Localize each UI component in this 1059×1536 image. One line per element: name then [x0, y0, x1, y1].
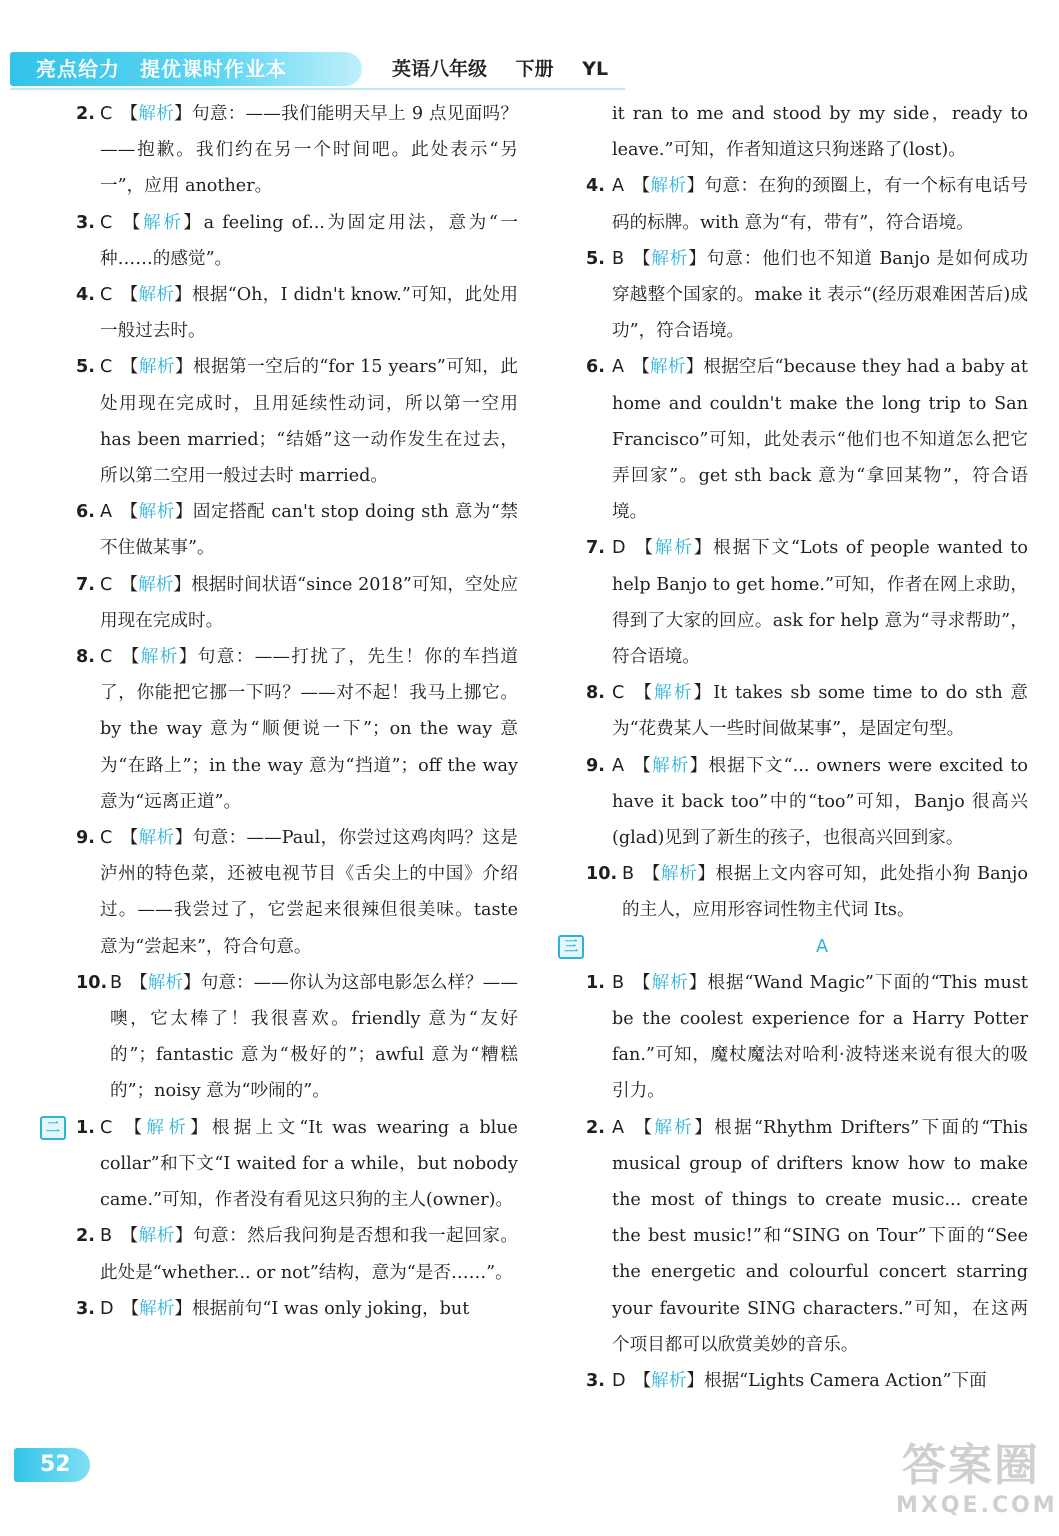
right-column	[564, 96, 1028, 1399]
item-answer: C	[100, 212, 113, 233]
item-number: 8.	[76, 647, 95, 668]
continued-text	[586, 96, 1028, 168]
item-answer: B	[612, 972, 625, 993]
analysis-tag: 解析	[654, 683, 694, 704]
item-answer: A	[612, 357, 625, 378]
analysis-tag: 解析	[651, 248, 689, 269]
section-two-icon: 二	[40, 1116, 66, 1140]
answer-item: 2. C 【解析】句意：——我们能明天早上 9 点见面吗？——抱歉。我们约在另一个时间吧。此处表示“另一”，应用 another。	[20, 96, 518, 205]
item-number: 7.	[76, 574, 95, 595]
answer-item: 2. A 【解析】根据“Rhythm Drifters”下面的“This musical group of drifters know how to make the most of things to create music... create the best music!”和“SING on Tour”下面的“See the energetic and colourful concert starring your favourite SING characters.”可知，在这两个项目都可以欣赏美妙的音乐。	[586, 1110, 1028, 1363]
item-text: 根据上文内容可知，此处指小狗 Banjo 的主人，应用形容词性物主代词 Its。	[622, 864, 1028, 921]
item-number: 4.	[76, 285, 95, 306]
brand-series: 提优课时作业本	[139, 57, 287, 81]
answer-item: 5. B 【解析】句意：他们也不知道 Banjo 是如何成功穿越整个国家的。make it 表示“(经历艰难困苦后)成功”，符合语境。	[586, 241, 1028, 350]
item-answer: A	[612, 176, 625, 197]
section-three-icon: 三	[558, 935, 584, 959]
item-text: 句意：——打扰了，先生！你的车挡道了，你能把它挪一下吗？——对不起！我马上挪它。by the way 意为“顺便说一下”；on the way 意为“在路上”；in the way 意为“挡道”；off the way 意为“远离正道”。	[100, 647, 518, 812]
answer-item: 9. C 【解析】句意：——Paul，你尝过这鸡肉吗？这是泸州的特色菜，还被电视节目《舌尖上的中国》介绍过。——我尝过了，它尝起来很辣但很美味。taste 意为“尝起来”，符合句意。	[20, 820, 518, 965]
item-answer: B	[110, 972, 123, 993]
passage-label: A	[816, 936, 829, 957]
item-answer: B	[622, 864, 635, 885]
section-three-header	[564, 929, 1028, 965]
brand-name: 亮点给力	[36, 57, 120, 81]
item-text: it ran to me and stood by my side，ready to leave.”可知，作者知道这只狗迷路了(lost)。	[612, 104, 1028, 161]
answer-item: 3. D 【解析】根据前句“I was only joking，but	[20, 1291, 518, 1327]
item-number: 8.	[586, 683, 605, 704]
item-answer: A	[612, 1117, 625, 1138]
page-number: 52	[14, 1448, 90, 1482]
item-answer: D	[100, 1298, 114, 1319]
analysis-tag: 解析	[147, 972, 184, 993]
item-answer: C	[100, 828, 113, 849]
item-number: 2.	[586, 1117, 605, 1138]
item-number: 3.	[76, 212, 95, 233]
answer-item: 二 1. C 【解析】根据上文“It was wearing a blue collar”和下文“I waited for a while，but nobody came.”可知，作者没有看见这只狗的主人(owner)。	[20, 1110, 518, 1219]
analysis-tag: 解析	[138, 285, 175, 306]
analysis-tag: 解析	[138, 1226, 175, 1247]
item-number: 7.	[586, 538, 605, 559]
analysis-tag: 解析	[146, 1117, 191, 1138]
item-text: 根据“Wand Magic”下面的“This must be the coolest experience for a Harry Potter fan.”可知，魔杖魔法对哈利·波特迷来说有很大的吸引力。	[612, 972, 1028, 1102]
item-text: 根据“Lights Camera Action”下面	[703, 1371, 987, 1392]
subject-label: 英语八年级	[392, 58, 488, 80]
analysis-tag: 解析	[138, 357, 175, 378]
item-answer: C	[100, 285, 113, 306]
analysis-tag: 解析	[651, 972, 689, 993]
item-answer: D	[612, 1371, 626, 1392]
item-text: 固定搭配 can't stop doing sth 意为“禁不住做某事”。	[100, 502, 518, 559]
item-text: 根据第一空后的“for 15 years”可知，此处用现在完成时，且用延续性动词，所以第一空用 has been married；“结婚”这一动作发生在过去，所以第二空用一般过去时 married。	[100, 357, 518, 487]
answer-item: 8. C 【解析】句意：——打扰了，先生！你的车挡道了，你能把它挪一下吗？——对不起！我马上挪它。by the way 意为“顺便说一下”；on the way 意为“在路上”；in the way 意为“挡道”；off the way 意为“远离正道”。	[20, 639, 518, 820]
item-number: 3.	[586, 1371, 605, 1392]
analysis-tag: 解析	[138, 828, 175, 849]
brand-banner	[10, 52, 362, 86]
item-answer: D	[612, 538, 626, 559]
item-text: It takes sb some time to do sth 意为“花费某人一些时间做某事”，是固定句型。	[612, 683, 1028, 740]
watermark-url: MXQE.COM	[896, 1493, 1058, 1518]
analysis-tag: 解析	[652, 755, 690, 776]
item-number: 5.	[586, 248, 605, 269]
left-column	[20, 96, 518, 1327]
item-text: 根据空后“because they had a baby at home and couldn't make the long trip to San Francisco”可知，此处表示“他们也不知道怎么把它弄回家”。get sth back 意为“拿回某物”，符合语境。	[612, 357, 1028, 523]
item-text: 根据“Rhythm Drifters”下面的“This musical group of drifters know how to make the most of things to create music... create the best music!”和“SING on Tour”下面的“See the energetic and colourful concert starring your favourite SING characters.”可知，在这两个项目都可以欣赏美妙的音乐。	[612, 1117, 1028, 1355]
item-answer: B	[100, 1226, 113, 1247]
item-number: 10.	[586, 864, 618, 885]
analysis-tag: 解析	[138, 574, 174, 595]
item-text: 句意：——Paul，你尝过这鸡肉吗？这是泸州的特色菜，还被电视节目《舌尖上的中国》介绍过。——我尝过了，它尝起来很辣但很美味。taste 意为“尝起来”，符合句意。	[100, 828, 518, 957]
answer-item: 4. A 【解析】句意：在狗的颈圈上，有一个标有电话号码的标牌。with 意为“有，带有”，符合语境。	[586, 168, 1028, 240]
item-text: 句意：——我们能明天早上 9 点见面吗？——抱歉。我们约在另一个时间吧。此处表示“另一”，应用 another。	[100, 104, 518, 197]
item-number: 9.	[586, 755, 605, 776]
item-answer: B	[612, 248, 625, 269]
answer-item: 4. C 【解析】根据“Oh，I didn't know.”可知，此处用一般过去时。	[20, 277, 518, 349]
page-header	[0, 0, 1059, 90]
analysis-tag: 解析	[654, 538, 694, 559]
answer-item: 6. A 【解析】根据空后“because they had a baby at home and couldn't make the long trip to San Francisco”可知，此处表示“他们也不知道怎么把它弄回家”。get sth back 意为“拿回某物”，符合语境。	[586, 349, 1028, 530]
item-number: 1.	[586, 972, 605, 993]
analysis-tag: 解析	[650, 357, 686, 378]
book-title	[392, 52, 630, 86]
item-answer: A	[612, 755, 625, 776]
answer-item: 9. A 【解析】根据下文“... owners were excited to have it back too”中的“too”可知，Banjo 很高兴(glad)见到了新生的孩子，也很高兴回到家。	[586, 748, 1028, 857]
analysis-tag: 解析	[143, 212, 184, 233]
answer-item: 2. B 【解析】句意：然后我问狗是否想和我一起回家。此处是“whether... or not”结构，意为“是否……”。	[20, 1218, 518, 1290]
analysis-tag: 解析	[138, 502, 175, 523]
answer-item: 7. D 【解析】根据下文“Lots of people wanted to help Banjo to get home.”可知，作者在网上求助，得到了大家的回应。ask for help 意为“寻求帮助”，符合语境。	[586, 530, 1028, 675]
answer-item: 7. C 【解析】根据时间状语“since 2018”可知，空处应用现在完成时。	[20, 567, 518, 639]
answer-item: 3. C 【解析】a feeling of...为固定用法，意为“一种……的感觉”。	[20, 205, 518, 277]
item-text: a feeling of...为固定用法，意为“一种……的感觉”。	[100, 212, 518, 269]
item-text: 根据下文“... owners were excited to have it back too”中的“too”可知，Banjo 很高兴(glad)见到了新生的孩子，也很高兴回到家。	[612, 755, 1028, 849]
item-answer: A	[100, 502, 113, 523]
item-text: 根据下文“Lots of people wanted to help Banjo to get home.”可知，作者在网上求助，得到了大家的回应。ask for help 意为“寻求帮助”，符合语境。	[612, 538, 1028, 668]
item-number: 4.	[586, 176, 605, 197]
item-answer: C	[100, 104, 113, 124]
item-number: 6.	[586, 357, 605, 378]
answer-item: 8. C 【解析】It takes sb some time to do sth 意为“花费某人一些时间做某事”，是固定句型。	[586, 675, 1028, 747]
answer-item: 10. B 【解析】根据上文内容可知，此处指小狗 Banjo 的主人，应用形容词性物主代词 Its。	[586, 856, 1028, 928]
item-answer: C	[100, 574, 113, 595]
analysis-tag: 解析	[138, 104, 175, 124]
answer-item: 6. A 【解析】固定搭配 can't stop doing sth 意为“禁不住做某事”。	[20, 494, 518, 566]
item-number: 1.	[76, 1117, 95, 1138]
analysis-tag: 解析	[650, 176, 687, 197]
item-text: 根据上文“It was wearing a blue collar”和下文“I waited for a while，but nobody came.”可知，作者没有看见这只狗的主人(owner)。	[100, 1117, 518, 1211]
item-number: 2.	[76, 1226, 95, 1247]
volume-label: 下册	[515, 58, 554, 80]
analysis-tag: 解析	[651, 1371, 687, 1392]
answer-item: 1. B 【解析】根据“Wand Magic”下面的“This must be the coolest experience for a Harry Potter fan.”可知，魔杖魔法对哈利·波特迷来说有很大的吸引力。	[586, 965, 1028, 1110]
analysis-tag: 解析	[660, 864, 698, 885]
answer-item: 5. C 【解析】根据第一空后的“for 15 years”可知，此处用现在完成时，且用延续性动词，所以第一空用 has been married；“结婚”这一动作发生在过去，所以第二空用一般过去时 married。	[20, 349, 518, 494]
item-number: 3.	[76, 1298, 95, 1319]
item-answer: C	[100, 1117, 113, 1138]
item-answer: C	[100, 647, 113, 668]
item-number: 9.	[76, 828, 95, 849]
analysis-tag: 解析	[140, 647, 179, 668]
item-text: 句意：——你认为这部电影怎么样？——噢，它太棒了！我很喜欢。friendly 意为“友好的”；fantastic 意为“极好的”；awful 意为“糟糕的”；noisy 意为“吵闹的”。	[110, 972, 518, 1102]
edition-label: YL	[582, 58, 609, 80]
answer-item: 10. B 【解析】句意：——你认为这部电影怎么样？——噢，它太棒了！我很喜欢。friendly 意为“友好的”；fantastic 意为“极好的”；awful 意为“糟糕的”；noisy 意为“吵闹的”。	[20, 965, 518, 1110]
watermark-logo	[896, 1440, 1058, 1532]
item-number: 5.	[76, 357, 95, 378]
item-text: 句意：然后我问狗是否想和我一起回家。此处是“whether... or not”结构，意为“是否……”。	[100, 1226, 518, 1283]
header-divider	[10, 88, 625, 90]
item-number: 10.	[76, 972, 108, 993]
analysis-tag: 解析	[654, 1117, 695, 1138]
item-number: 2.	[76, 104, 95, 124]
item-text: 根据时间状语“since 2018”可知，空处应用现在完成时。	[100, 574, 518, 631]
item-answer: C	[100, 357, 113, 378]
item-text: 根据“Oh，I didn't know.”可知，此处用一般过去时。	[100, 285, 518, 342]
analysis-tag: 解析	[139, 1298, 175, 1319]
item-answer: C	[612, 683, 625, 704]
item-number: 6.	[76, 502, 95, 523]
watermark-text: 答案圈	[902, 1440, 1040, 1491]
item-text: 根据前句“I was only joking，but	[191, 1298, 470, 1319]
answer-item: 3. D 【解析】根据“Lights Camera Action”下面	[586, 1363, 1028, 1399]
item-text: 句意：在狗的颈圈上，有一个标有电话号码的标牌。with 意为“有，带有”，符合语境。	[612, 176, 1028, 233]
item-text: 句意：他们也不知道 Banjo 是如何成功穿越整个国家的。make it 表示“(经历艰难困苦后)成功”，符合语境。	[612, 248, 1028, 342]
